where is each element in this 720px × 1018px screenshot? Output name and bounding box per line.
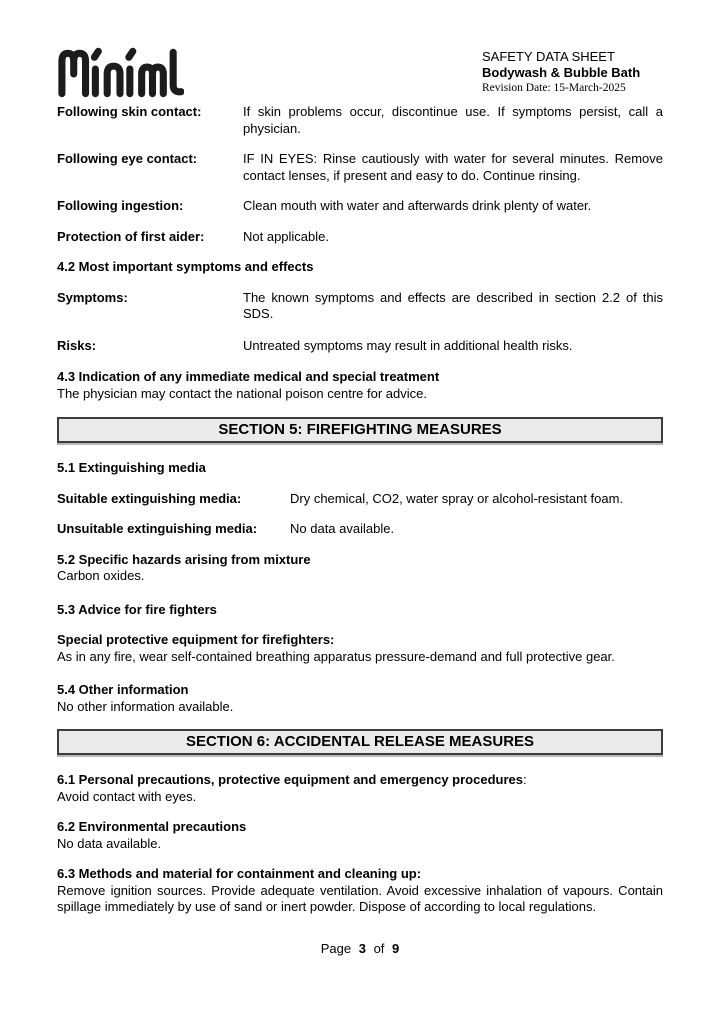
row-label: Following ingestion: — [57, 198, 184, 213]
row-label: Protection of first aider: — [57, 228, 205, 244]
block-6-3 — [57, 866, 663, 916]
row-value: The known symptoms and effects are described in section 2.2 of this SDS. — [243, 289, 663, 321]
block-4-3 — [57, 369, 663, 402]
text-5-3: As in any fire, wear self-contained breathing apparatus pressure-demand and full protective gear. — [57, 648, 615, 664]
heading-5-1: 5.1 Extinguishing media — [57, 460, 206, 475]
text-6-3: Remove ignition sources. Provide adequate ventilation. Avoid excessive inhalation of vapours. Contain spillage immediately by use of sand or inert powder. Dispose of according to local regulations. — [57, 882, 663, 914]
risks-row — [57, 338, 663, 355]
text-4-3: The physician may contact the national poison centre for advice. — [57, 385, 427, 401]
subheading-5-3: Special protective equipment for firefighters: — [57, 632, 335, 647]
first-aid-row-first-aider — [57, 229, 663, 246]
heading-6-1-colon: : — [522, 772, 527, 787]
heading-5-4: 5.4 Other information — [57, 682, 189, 697]
text-6-1: Avoid contact with eyes. — [57, 788, 197, 804]
row-label: Risks: — [57, 337, 97, 353]
heading-4-2: 4.2 Most important symptoms and effects — [57, 259, 314, 274]
heading-5-2: 5.2 Specific hazards arising from mixture — [57, 551, 311, 567]
text-5-2: Carbon oxides. — [57, 568, 145, 583]
first-aid-row-ingestion — [57, 198, 663, 215]
row-value: Untreated symptoms may result in additional health risks. — [243, 337, 573, 353]
first-aid-row-eye — [57, 151, 663, 184]
heading-6-3: 6.3 Methods and material for containment and cleaning up: — [57, 866, 422, 881]
row-value: No data available. — [290, 521, 395, 536]
row-label: Symptoms: — [57, 289, 128, 305]
miniml-logo — [56, 46, 184, 100]
footer-page-number: 3 — [358, 941, 366, 956]
row-label: Unsuitable extinguishing media: — [57, 521, 258, 536]
document-header — [482, 49, 640, 95]
row-value: Not applicable. — [243, 228, 329, 244]
row-value: Dry chemical, CO2, water spray or alcohol-resistant foam. — [290, 490, 624, 506]
text-6-2: No data available. — [57, 835, 162, 851]
block-6-1 — [57, 772, 663, 805]
footer-of-word: of — [373, 941, 385, 956]
text-5-4: No other information available. — [57, 698, 234, 714]
row-value: If skin problems occur, discontinue use. If symptoms persist, call a physician. — [243, 104, 663, 136]
product-name: Bodywash & Bubble Bath — [482, 65, 641, 80]
block-5-3 — [57, 632, 663, 665]
suitable-media-row — [57, 491, 663, 508]
block-6-2 — [57, 819, 663, 852]
row-value: IF IN EYES: Rinse cautiously with water for several minutes. Remove contact lenses, if present and easy to do. Continue rinsing. — [243, 151, 663, 183]
symptoms-row — [57, 290, 663, 323]
unsuitable-media-row — [57, 521, 663, 538]
row-label: Following skin contact: — [57, 104, 202, 119]
row-label: Following eye contact: — [57, 151, 198, 166]
document-title: SAFETY DATA SHEET — [482, 49, 615, 64]
revision-date: Revision Date: 15-March-2025 — [482, 82, 626, 94]
footer-page-word: Page — [320, 941, 352, 956]
row-label: Suitable extinguishing media: — [57, 490, 242, 506]
document-body — [57, 104, 663, 916]
first-aid-row-skin — [57, 104, 663, 137]
section-6-banner: SECTION 6: ACCIDENTAL RELEASE MEASURES — [57, 729, 663, 755]
block-5-4 — [57, 682, 663, 715]
heading-5-3: 5.3 Advice for fire fighters — [57, 601, 217, 617]
heading-4-3: 4.3 Indication of any immediate medical and special treatment — [57, 369, 440, 384]
footer-total-pages: 9 — [392, 941, 400, 956]
block-5-2 — [57, 552, 663, 585]
heading-6-2: 6.2 Environmental precautions — [57, 819, 247, 834]
miniml-logo-icon — [56, 46, 184, 100]
page-footer — [57, 941, 663, 958]
section-5-banner: SECTION 5: FIREFIGHTING MEASURES — [57, 417, 663, 443]
row-value: Clean mouth with water and afterwards drink plenty of water. — [243, 198, 592, 213]
heading-6-1: 6.1 Personal precautions, protective equipment and emergency procedures: — [57, 772, 527, 787]
